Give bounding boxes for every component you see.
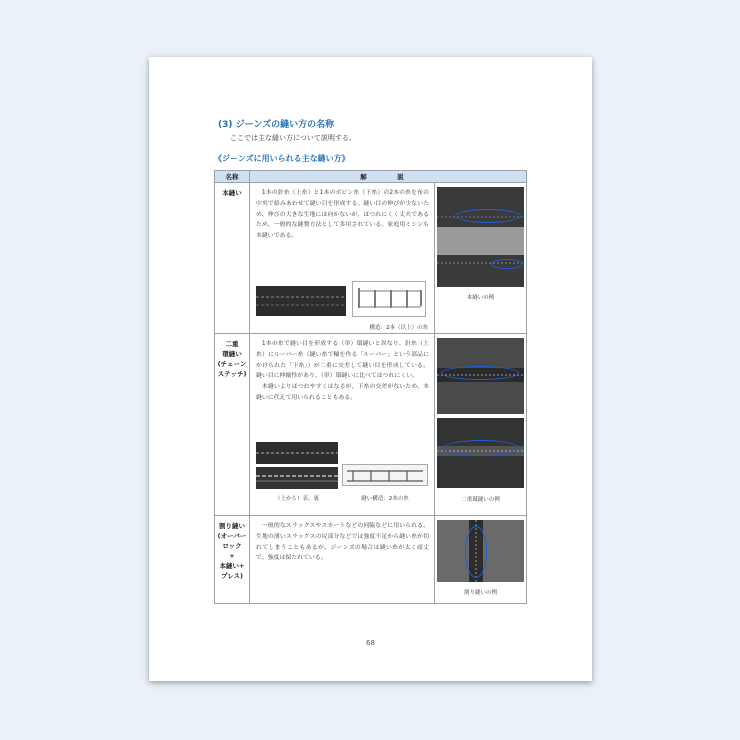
row-name-line: 割り縫い [219, 522, 245, 530]
chainstitch-diagram-graphic [343, 465, 427, 485]
stitch-structure-diagram [352, 281, 426, 317]
row-name-line: + [229, 552, 235, 560]
row-name-line: 環縫い [222, 350, 242, 358]
denim-photo-graphic [437, 187, 524, 287]
stitch-line-graphic [256, 286, 346, 316]
row-name-line: 本縫い [222, 189, 242, 197]
highlight-ring [465, 526, 487, 578]
fabric-swatch-image [256, 286, 346, 316]
lockstitch-diagram-graphic [353, 282, 425, 316]
row-photo-cell [435, 516, 527, 604]
highlight-ring [455, 209, 521, 223]
fabric-swatch-image [256, 442, 338, 464]
page-number: 68 [366, 639, 375, 647]
table-row [215, 334, 527, 516]
row-description-cell [250, 516, 435, 604]
split-seam-example-photo [437, 520, 524, 582]
table-row [215, 183, 527, 334]
stitch-face-graphic [256, 442, 338, 464]
table-row [215, 516, 527, 604]
row-photo-cell [435, 334, 527, 516]
lockstitch-example-photo [437, 187, 524, 287]
intro-text: ここでは主な縫い方について説明する。 [230, 134, 356, 142]
stitch-back-graphic [256, 467, 338, 489]
row-name-line: 二重 [225, 340, 239, 348]
header-description: 解 説 [250, 171, 527, 183]
row-name-line: ステッチ) [217, 370, 247, 378]
row-description-cell [250, 334, 435, 516]
photo-caption: 割り縫いの例 [463, 590, 497, 596]
photo-caption: 二重環縫いの例 [461, 497, 500, 503]
table-subtitle: 《ジーンズに用いられる主な縫い方》 [214, 154, 350, 163]
row-description: 1本の糸で縫い目を形成する（単）環縫いと異なり、針糸（上糸）にルーパー糸（縫い糸で輪を作る「ルーパー」という部品にかけられた「下糸」）が二重に交差して縫い目を形成している。縫い目に伸縮性があり、（単）環縫いに比べてほつれにくい。 [256, 341, 429, 380]
row-name-cell [215, 516, 250, 604]
row-photo-cell [435, 183, 527, 334]
row-description-extra: 本縫いよりほつれやすくはなるが、下糸の交差がないため、本縫いに代えて用いられることもある。 [256, 384, 429, 401]
row-name-cell [215, 183, 250, 334]
chainstitch-example-photo-bottom [437, 418, 524, 488]
highlight-ring [491, 259, 523, 269]
row-name-line: プレス) [220, 572, 244, 580]
highlight-ring [443, 440, 519, 456]
header-name: 名称 [215, 171, 250, 183]
row-name-cell [215, 334, 250, 516]
swatch-caption: （上から）表、裏 [274, 496, 319, 502]
photo-caption: 本縫いの例 [466, 295, 495, 301]
highlight-ring [441, 366, 519, 380]
row-description: 一般的なスラックスやスカートなどの同脇などに用いられる。生地の薄いスラックスの尻部分などでは強度不足から縫い糸が切れてしまうこともあるが、ジーンズの場合は縫い糸が太く頑丈で、強度は保たれている。 [256, 523, 429, 562]
document-page [149, 57, 592, 681]
row-description: 1本の針糸（上糸）と1本のボビン糸（下糸）の2本の糸を布の中央で絡みあわせて縫い目を形成する。縫い目の伸びが少ないため、伸びの大きな生地には向かないが、ほつれにくく丈夫であるため、一般的な縫製方法として多用されている。家庭用ミシンも本縫いである。 [256, 190, 429, 240]
diagram-caption: 構造：2本（以上）の糸 [369, 325, 428, 331]
chainstitch-example-photo-top [437, 338, 524, 414]
fabric-swatch-image [256, 467, 338, 489]
section-heading: (3) ジーンズの縫い方の名称 [218, 120, 335, 130]
row-name-line: 本縫い+ [219, 562, 245, 570]
row-name-line: (オーバー [217, 532, 247, 540]
diagram-caption: 縫い構造：2本の糸 [361, 496, 409, 502]
row-description-cell [250, 183, 435, 334]
row-name-line: ロック [222, 542, 242, 550]
row-name-line: (チェーン [217, 360, 247, 368]
chainstitch-diagram [342, 464, 428, 486]
table-header-row [215, 171, 527, 183]
sewing-methods-table [214, 170, 527, 604]
